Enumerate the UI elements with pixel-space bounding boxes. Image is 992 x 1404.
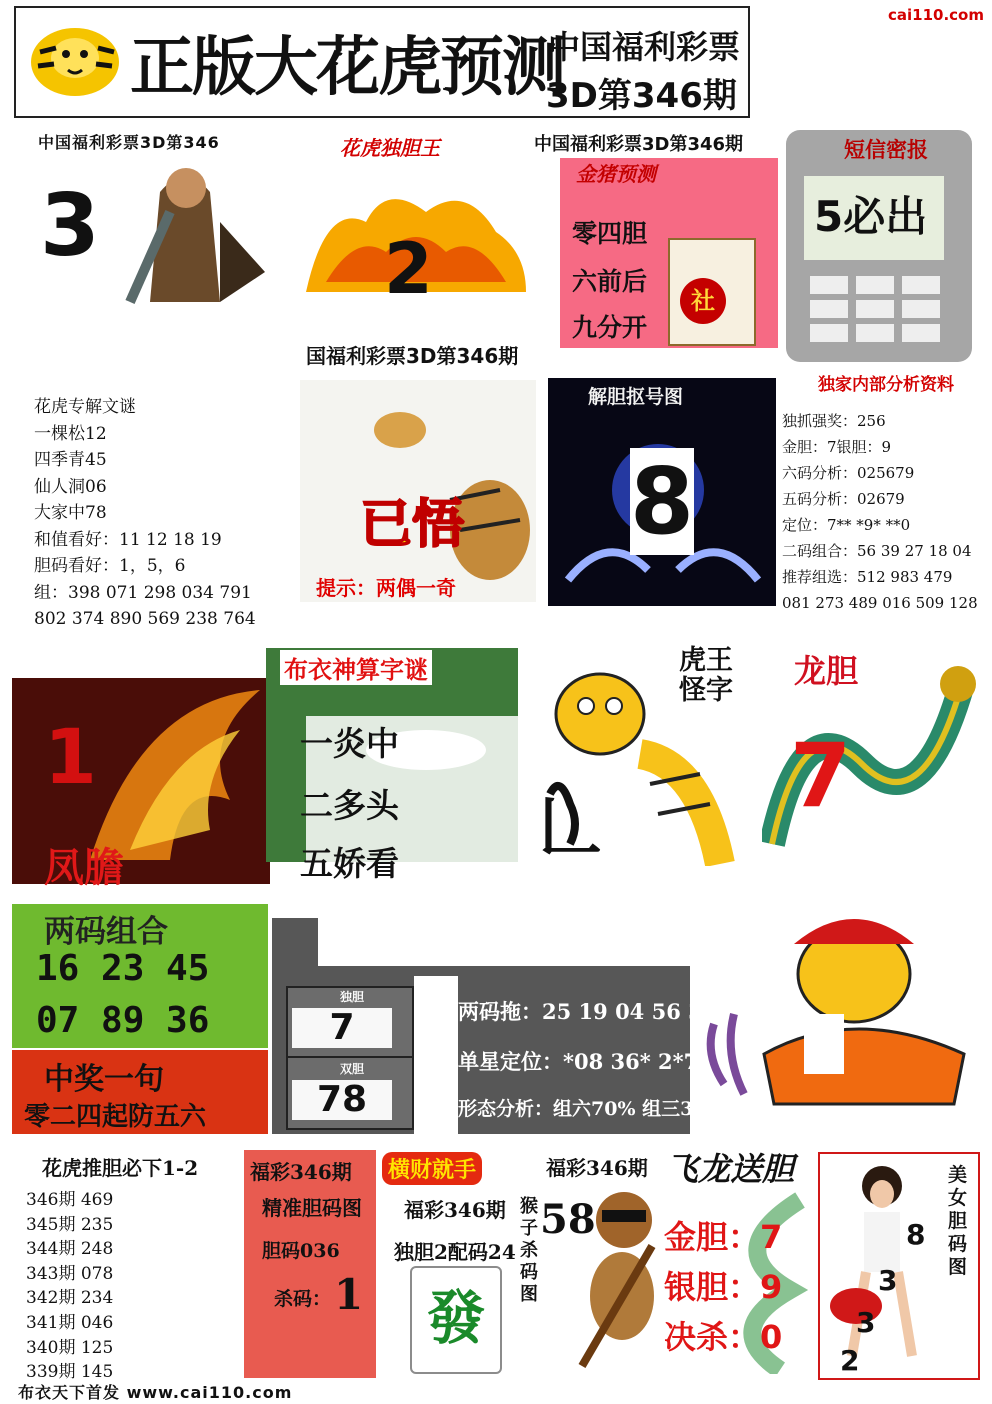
tiger-king-title: 虎王怪字 bbox=[679, 645, 733, 706]
history-row: 344期 248 bbox=[26, 1239, 114, 1260]
single-dan-value: 7 bbox=[292, 1008, 392, 1048]
gray-line: 单星定位：*08 36* 2*7 bbox=[458, 1049, 699, 1074]
pig-seal: 社 bbox=[680, 278, 726, 324]
double-dan-label: 双胆 bbox=[340, 1062, 365, 1076]
white-flower-icon bbox=[266, 690, 518, 862]
buyi-line: 五娇看 bbox=[300, 844, 399, 883]
history-row: 340期 125 bbox=[26, 1337, 114, 1358]
tiger-logo-icon bbox=[20, 14, 130, 106]
warrior-caption: 中国福利彩票3D第346 bbox=[38, 133, 220, 152]
analysis-line: 六码分析：025679 bbox=[782, 464, 915, 482]
phone-text: 5必出 bbox=[814, 192, 928, 241]
gray-panel-block bbox=[414, 976, 458, 1134]
buyi-line: 二多头 bbox=[300, 786, 399, 825]
history-row: 342期 234 bbox=[26, 1288, 114, 1309]
phone-keypad-icon bbox=[806, 272, 946, 348]
beauty-digit: 8 bbox=[906, 1218, 926, 1251]
analysis-line: 定位：7** *9* **0 bbox=[782, 516, 911, 534]
analysis-line: 金胆：7银胆：9 bbox=[782, 438, 892, 456]
beauty-digit: 3 bbox=[856, 1306, 876, 1339]
huahu-dan-number: 2 bbox=[384, 228, 433, 310]
tip-line: 仙人洞06 bbox=[34, 476, 107, 497]
dragon-title: 龙胆 bbox=[794, 652, 859, 690]
footer-credit[interactable]: 布衣天下首发 www.cai110.com bbox=[18, 1383, 293, 1402]
beauty-digit: 3 bbox=[878, 1264, 898, 1297]
analysis-line: 二码组合：56 39 27 18 04 bbox=[782, 542, 972, 560]
history-row: 343期 078 bbox=[26, 1263, 114, 1284]
flydragon-line: 决杀：0 bbox=[664, 1318, 783, 1356]
phone-title: 短信密报 bbox=[844, 138, 928, 162]
double-dan-value: 78 bbox=[292, 1080, 392, 1120]
dan-map-title: 解胆抠号图 bbox=[588, 386, 684, 408]
history-row: 339期 145 bbox=[26, 1362, 114, 1383]
prize-title: 中奖一句 bbox=[44, 1062, 164, 1097]
history-title: 花虎推胆必下1-2 bbox=[42, 1156, 199, 1180]
buyi-title: 布衣神算字谜 bbox=[280, 650, 432, 685]
pig-title: 金猪预测 bbox=[576, 162, 656, 186]
tip-line: 组：398 071 298 034 791 bbox=[34, 582, 252, 603]
tip-line: 和值看好：11 12 18 19 bbox=[34, 529, 222, 550]
phoenix-number: 1 bbox=[44, 712, 97, 801]
jingzhun-kill-label: 杀码： bbox=[274, 1288, 332, 1310]
tiger-car-icon bbox=[694, 904, 974, 1126]
tip-line: 大家中78 bbox=[34, 503, 107, 523]
wu-tip: 提示：两偶一奇 bbox=[316, 576, 456, 600]
analysis-line: 推荐组选：512 983 479 bbox=[782, 568, 953, 586]
monkey-issue: 福彩346期 bbox=[546, 1156, 648, 1180]
warrior-number: 3 bbox=[40, 176, 100, 276]
hengcai-issue: 福彩346期 bbox=[404, 1198, 506, 1222]
phoenix-label: 凤膽 bbox=[44, 845, 124, 891]
jingzhun-title: 精准胆码图 bbox=[262, 1196, 362, 1220]
jingzhun-issue: 福彩346期 bbox=[250, 1160, 352, 1184]
prize-text: 零二四起防五六 bbox=[24, 1102, 207, 1132]
gray-line: 两码拖：25 19 04 56 37 bbox=[458, 999, 718, 1024]
monkey-vertical-label: 猴子杀码图 bbox=[520, 1196, 538, 1305]
warrior-illustration-icon bbox=[100, 152, 270, 310]
history-row: 346期 469 bbox=[26, 1190, 114, 1210]
gray-line: 形态分析：组六70% 组三30% bbox=[458, 1098, 725, 1120]
history-row: 341期 046 bbox=[26, 1312, 114, 1333]
issue-label: 3D第346期 bbox=[546, 76, 737, 116]
dan-map-number: 8 bbox=[630, 448, 695, 555]
huahu-dan-title: 花虎独胆王 bbox=[340, 136, 440, 160]
tip-line: 802 374 890 569 238 764 bbox=[34, 609, 256, 629]
tip-line: 一棵松12 bbox=[34, 423, 107, 444]
buyi-line: 一炎中 bbox=[300, 724, 399, 763]
gray-panel-cut bbox=[318, 884, 690, 966]
tip-line: 花虎专解文谜 bbox=[34, 397, 136, 417]
jingzhun-dan: 胆码036 bbox=[262, 1240, 340, 1262]
two-code-row: 16 23 45 bbox=[36, 948, 210, 989]
dragon-number: 7 bbox=[790, 724, 852, 827]
monkey-number: 58 bbox=[540, 1196, 596, 1243]
wu-text: 已悟 bbox=[360, 495, 465, 555]
hengcai-banner: 横财就手 bbox=[382, 1152, 482, 1185]
mahjong-tile: 發 bbox=[410, 1266, 502, 1374]
history-row: 345期 235 bbox=[26, 1214, 114, 1235]
analysis-line: 081 273 489 016 509 128 bbox=[782, 594, 978, 612]
tip-line: 四季青45 bbox=[34, 450, 107, 470]
lottery-brand: 中国福利彩票 bbox=[548, 28, 741, 66]
pig-caption: 中国福利彩票3D第346期 bbox=[534, 134, 744, 155]
two-code-title: 两码组合 bbox=[44, 914, 168, 950]
flydragon-line: 银胆：9 bbox=[664, 1268, 783, 1306]
huahu-dan-bottom-caption: 国福利彩票3D第346期 bbox=[306, 344, 519, 368]
pig-line: 零四胆 bbox=[572, 219, 648, 248]
tiger-king-glyph: 𠃊 bbox=[538, 791, 602, 865]
monkey-guitar-icon bbox=[572, 1186, 664, 1374]
single-dan-label: 独胆 bbox=[340, 990, 365, 1004]
main-title: 正版大花虎预测 bbox=[130, 31, 564, 105]
two-code-row: 07 89 36 bbox=[36, 1000, 210, 1041]
hengcai-dan: 独胆2配码24 bbox=[394, 1240, 516, 1264]
analysis-title: 独家内部分析资料 bbox=[818, 375, 954, 395]
tip-list bbox=[34, 394, 256, 633]
flydragon-line: 金胆：7 bbox=[664, 1218, 783, 1256]
tip-line: 胆码看好：1，5，6 bbox=[34, 556, 186, 576]
site-domain[interactable]: cai110.com bbox=[888, 6, 984, 24]
analysis-line: 五码分析：02679 bbox=[782, 490, 905, 508]
jingzhun-kill-value: 1 bbox=[334, 1270, 364, 1319]
history-list bbox=[26, 1188, 113, 1385]
beauty-vertical-label: 美女胆码图 bbox=[948, 1164, 968, 1278]
pig-line: 九分开 bbox=[572, 313, 648, 342]
analysis-line: 独抓强奖：256 bbox=[782, 412, 886, 430]
flydragon-title: 飞龙送胆 bbox=[666, 1150, 795, 1188]
pig-line: 六前后 bbox=[572, 267, 648, 296]
analysis-list bbox=[782, 408, 978, 616]
beauty-digit: 2 bbox=[840, 1344, 860, 1377]
